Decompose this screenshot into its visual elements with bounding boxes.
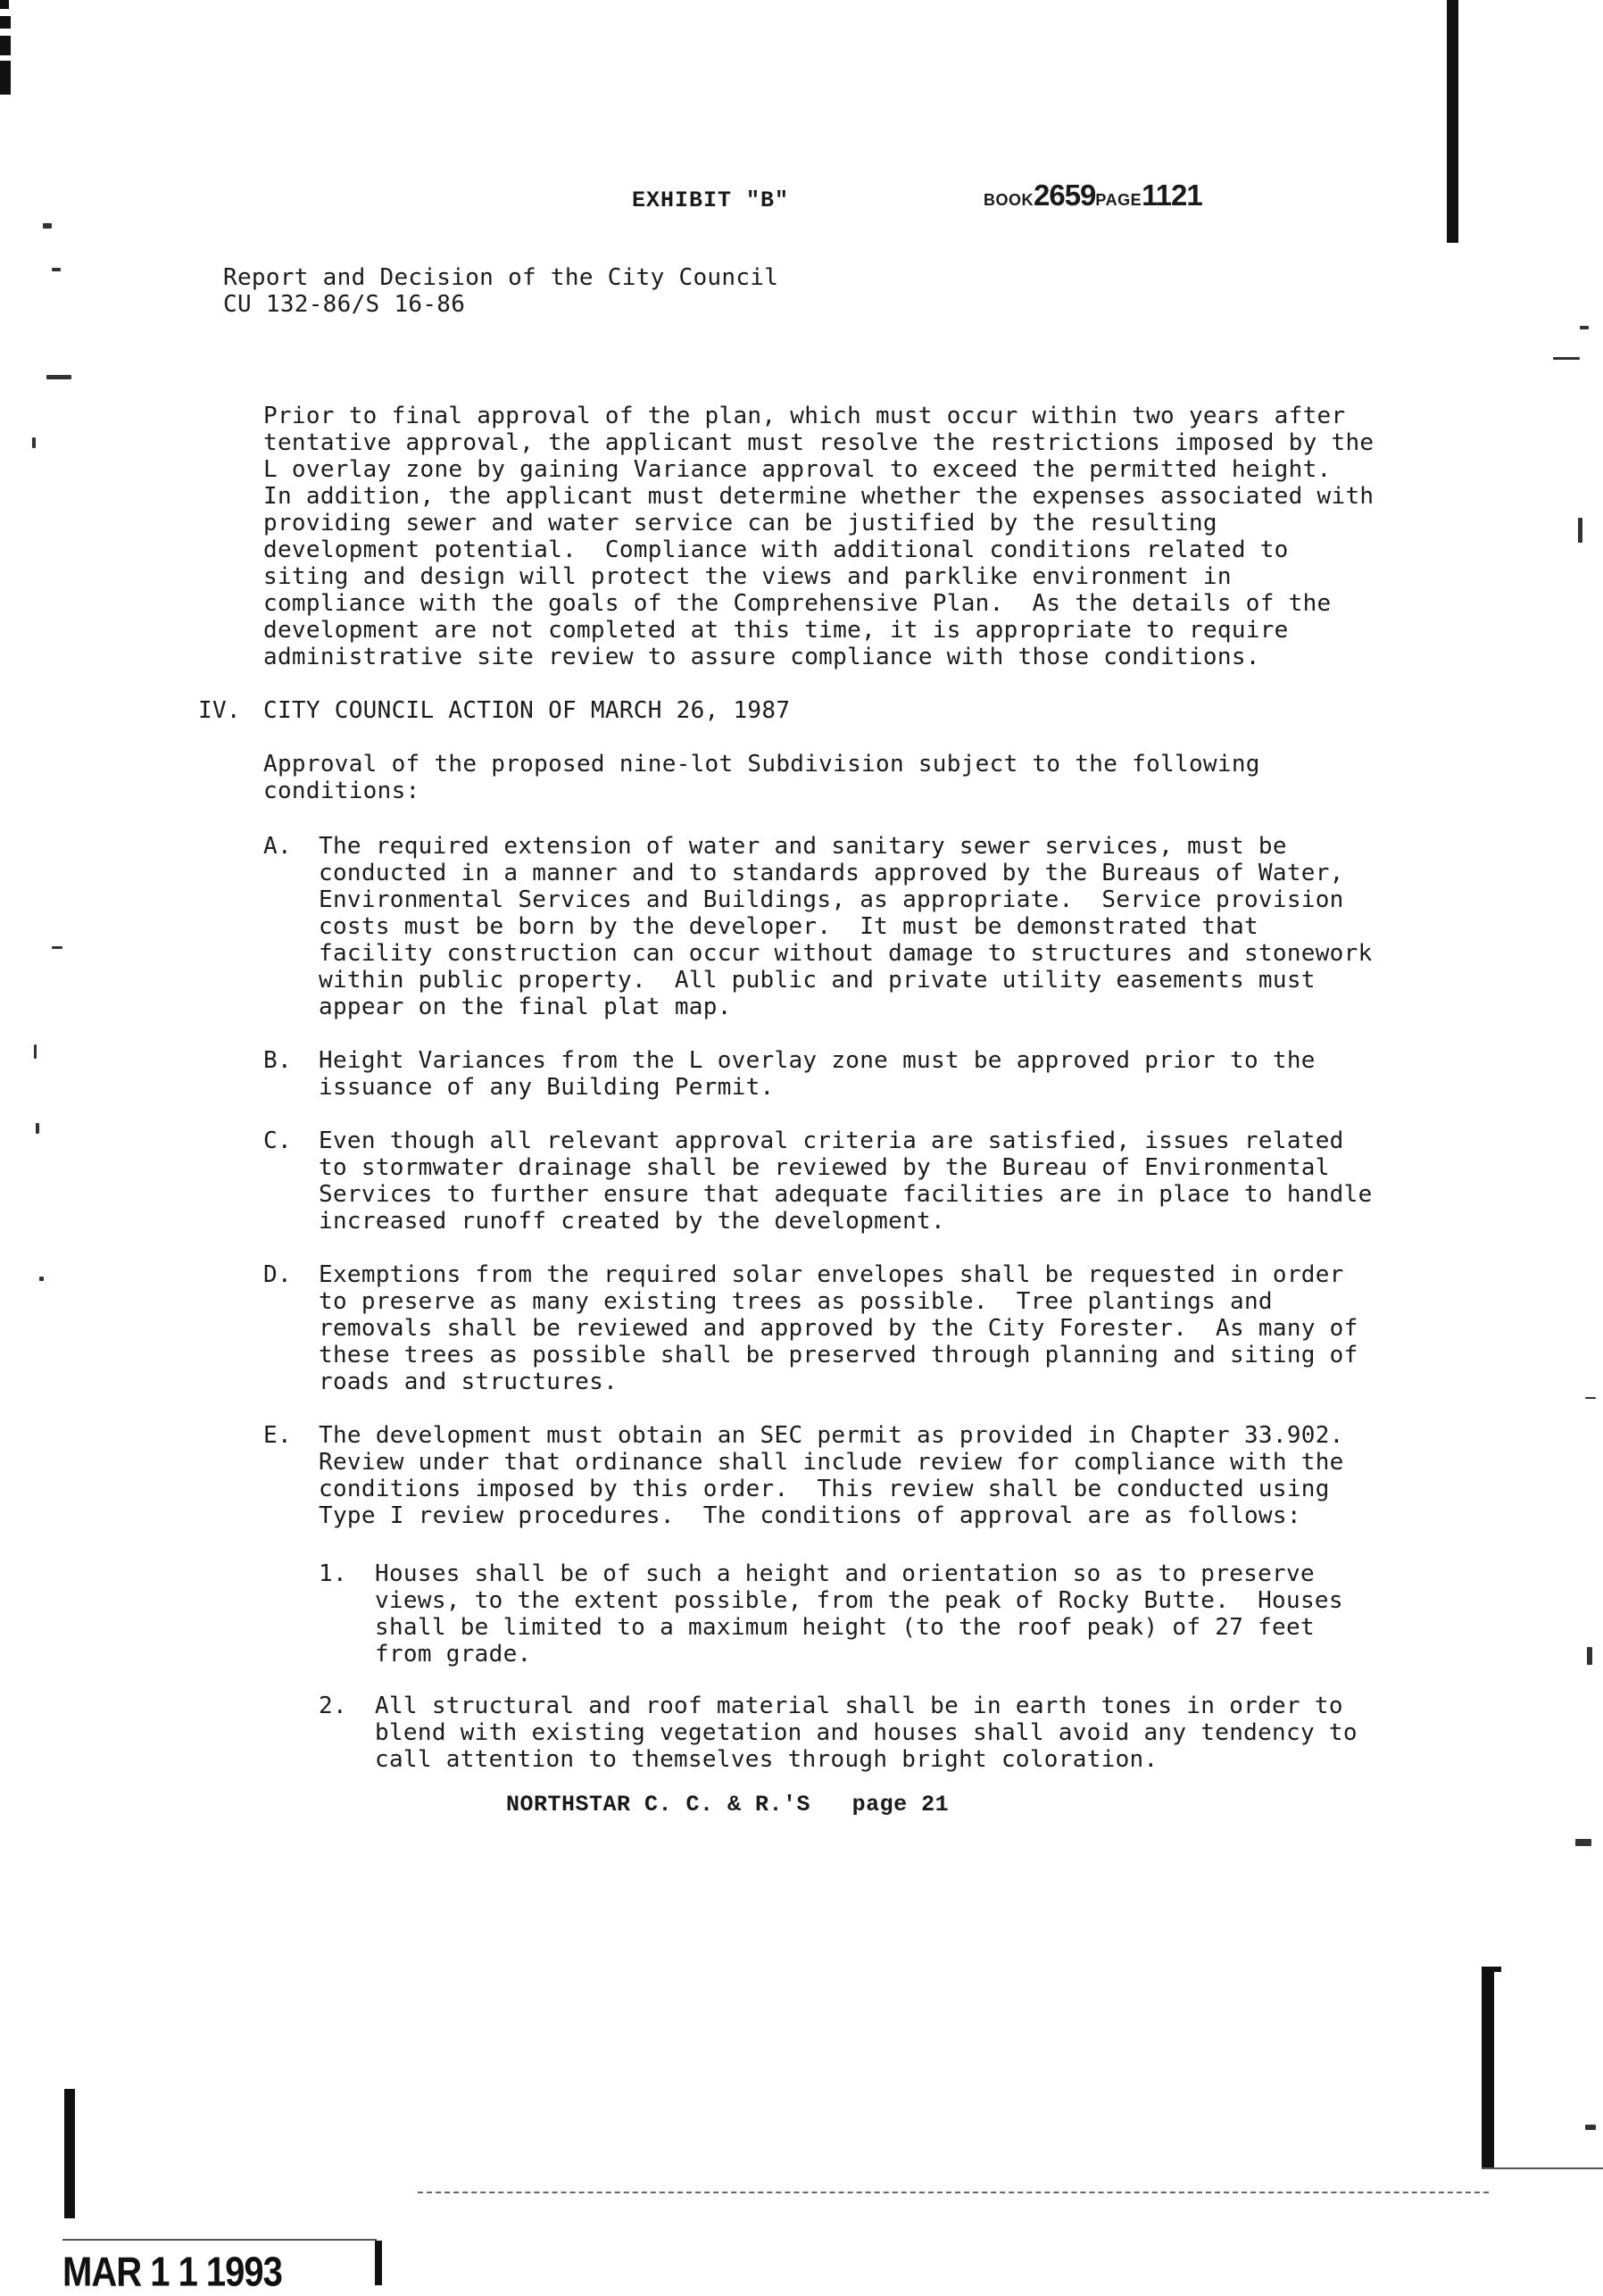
- scan-speck: [52, 946, 62, 949]
- condition-line: Review under that ordinance shall include review for compliance with the: [319, 1449, 1344, 1476]
- scan-line: [62, 2239, 377, 2241]
- scan-speck: [46, 375, 71, 379]
- scan-line: [418, 2192, 1489, 2194]
- scan-speck: [43, 223, 52, 229]
- footer-page-number: page 21: [851, 1792, 950, 1818]
- scan-speck: [1575, 1839, 1591, 1846]
- report-heading-case-number: CU 132-86/S 16-86: [223, 291, 466, 318]
- condition-line: Type I review procedures. The conditions of approval are as follows:: [319, 1502, 1301, 1529]
- condition-label: E.: [263, 1422, 292, 1449]
- scan-bar: [1482, 1967, 1501, 1972]
- condition-line: Height Variances from the L overlay zone must be approved prior to the: [319, 1047, 1316, 1074]
- condition-line: conditions imposed by this order. This review shall be conducted using: [319, 1476, 1330, 1502]
- scan-speck: [36, 1123, 39, 1134]
- report-heading-title: Report and Decision of the City Council: [223, 264, 779, 291]
- condition-line: facility construction can occur without damage to structures and stonework: [319, 940, 1373, 967]
- scan-speck: [1585, 1397, 1596, 1399]
- condition-line: to preserve as many existing trees as possible. Tree plantings and: [319, 1288, 1273, 1315]
- scan-speck: [52, 268, 61, 271]
- condition-line: roads and structures.: [319, 1368, 619, 1395]
- scan-speck: [39, 1277, 44, 1281]
- paragraph-line: tentative approval, the applicant must resolve the restrictions imposed by the: [263, 429, 1375, 456]
- condition-line: Even though all relevant approval criteria are satisfied, issues related: [319, 1127, 1344, 1154]
- subcondition-label: 1.: [319, 1560, 347, 1587]
- section-intro-line: Approval of the proposed nine-lot Subdivision subject to the following: [263, 751, 1260, 778]
- paragraph-line: L overlay zone by gaining Variance approval to exceed the permitted height.: [263, 456, 1332, 483]
- section-title: CITY COUNCIL ACTION OF MARCH 26, 1987: [263, 697, 791, 724]
- scan-speck: [1578, 518, 1582, 543]
- subcondition-line: call attention to themselves through bright coloration.: [375, 1746, 1159, 1773]
- condition-line: within public property. All public and private utility easements must: [319, 967, 1316, 994]
- scan-line: [1482, 2167, 1603, 2169]
- scan-speck: [1580, 326, 1589, 329]
- paragraph-line: development are not completed at this time, it is appropriate to require: [263, 617, 1289, 644]
- book-page-reference: [984, 179, 1202, 212]
- condition-line: issuance of any Building Permit.: [319, 1074, 775, 1101]
- condition-line: to stormwater drainage shall be reviewed by the Bureau of Environmental: [319, 1154, 1330, 1181]
- scan-bar: [64, 2089, 75, 2218]
- subcondition-line: Houses shall be of such a height and orientation so as to preserve: [375, 1560, 1315, 1587]
- section-number: IV.: [198, 697, 241, 724]
- condition-line: The development must obtain an SEC permit as provided in Chapter 33.902.: [319, 1422, 1344, 1449]
- condition-line: conducted in a manner and to standards approved by the Bureaus of Water,: [319, 860, 1344, 886]
- paragraph-line: compliance with the goals of the Comprehensive Plan. As the details of the: [263, 590, 1332, 617]
- condition-line: The required extension of water and sanitary sewer services, must be: [319, 833, 1287, 860]
- paragraph-line: administrative site review to assure compliance with those conditions.: [263, 644, 1260, 670]
- subcondition-line: All structural and roof material shall be in earth tones in order to: [375, 1693, 1343, 1719]
- page-number: 1121: [1142, 179, 1202, 212]
- condition-line: appear on the final plat map.: [319, 994, 732, 1020]
- paragraph-line: siting and design will protect the views and parklike environment in: [263, 563, 1232, 590]
- paragraph-line: development potential. Compliance with additional conditions related to: [263, 537, 1289, 563]
- scan-mark: [0, 16, 11, 29]
- paragraph-line: Prior to final approval of the plan, which must occur within two years after: [263, 403, 1346, 429]
- subcondition-label: 2.: [319, 1693, 347, 1719]
- condition-line: removals shall be reviewed and approved by the City Forester. As many of: [319, 1315, 1358, 1342]
- condition-line: Services to further ensure that adequate facilities are in place to handle: [319, 1181, 1373, 1208]
- section-intro-line: conditions:: [263, 778, 420, 804]
- page-label: PAGE: [1095, 191, 1142, 209]
- condition-line: Exemptions from the required solar envelopes shall be requested in order: [319, 1261, 1344, 1288]
- subcondition-line: shall be limited to a maximum height (to the roof peak) of 27 feet: [375, 1614, 1315, 1641]
- subcondition-line: from grade.: [375, 1641, 532, 1668]
- scan-bar: [1447, 0, 1458, 243]
- scan-speck: [32, 437, 36, 448]
- condition-label: D.: [263, 1261, 292, 1288]
- condition-label: A.: [263, 833, 292, 860]
- scan-bar: [1482, 1968, 1494, 2169]
- condition-label: C.: [263, 1127, 292, 1154]
- scan-speck: [34, 1044, 37, 1059]
- book-number: 2659: [1034, 179, 1096, 212]
- exhibit-heading: EXHIBIT "B": [632, 187, 790, 213]
- paragraph-line: In addition, the applicant must determine whether the expenses associated with: [263, 483, 1375, 510]
- scan-speck: [1553, 357, 1580, 360]
- date-stamp: MAR 1 1 1993: [62, 2250, 282, 2295]
- subcondition-line: blend with existing vegetation and houses shall avoid any tendency to: [375, 1719, 1358, 1746]
- scan-speck: [1587, 1647, 1592, 1665]
- book-label: BOOK: [984, 191, 1034, 209]
- page-footer: [506, 1792, 949, 1818]
- footer-text: NORTHSTAR C. C. & R.'S: [506, 1792, 811, 1818]
- scan-mark: [0, 36, 11, 55]
- condition-line: Environmental Services and Buildings, as appropriate. Service provision: [319, 886, 1344, 913]
- subcondition-line: views, to the extent possible, from the peak of Rocky Butte. Houses: [375, 1587, 1343, 1614]
- scan-bar: [375, 2241, 382, 2285]
- paragraph-line: providing sewer and water service can be justified by the resulting: [263, 510, 1217, 537]
- condition-line: these trees as possible shall be preserved through planning and siting of: [319, 1342, 1358, 1368]
- condition-line: costs must be born by the developer. It must be demonstrated that: [319, 913, 1258, 940]
- condition-line: increased runoff created by the development.: [319, 1208, 945, 1235]
- condition-label: B.: [263, 1047, 292, 1074]
- scan-mark: [0, 61, 11, 95]
- scan-mark: [0, 0, 9, 9]
- scan-speck: [1585, 2125, 1596, 2130]
